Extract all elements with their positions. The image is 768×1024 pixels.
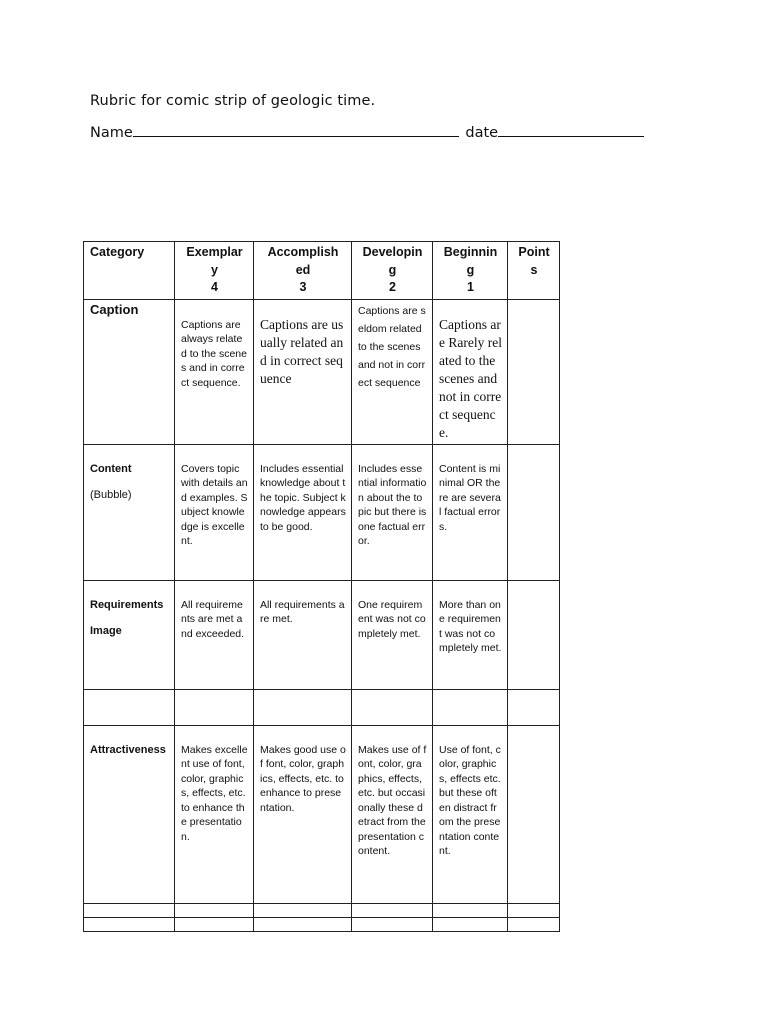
cell-exemplary: Captions are always related to the scenes and in correct sequence.: [175, 299, 254, 444]
cell-beginning: More than one requirement was not completely met.: [433, 580, 508, 689]
empty-cell: [254, 917, 352, 931]
empty-cell: [433, 903, 508, 917]
empty-cell: [352, 903, 433, 917]
empty-cell: [175, 903, 254, 917]
cell-exemplary: Makes excellent use of font, color, graphics, effects, etc. to enhance the presentation.: [175, 725, 254, 903]
table-row: [84, 580, 560, 689]
name-label: Name: [90, 125, 133, 141]
cell-developing: One requirement was not completely met.: [352, 580, 433, 689]
row-category: Attractiveness: [84, 725, 175, 903]
header-developing: Developin g 2: [352, 242, 433, 300]
cell-points[interactable]: [508, 299, 560, 444]
cell-developing: Makes use of font, color, graphics, effects, etc. but occasionally these detract from the presentation content.: [352, 725, 433, 903]
row-category: [84, 444, 175, 580]
date-blank[interactable]: [498, 122, 644, 137]
empty-cell: [84, 903, 175, 917]
empty-cell: [508, 917, 560, 931]
name-blank[interactable]: [133, 122, 459, 137]
cell-accomplished: Includes essential knowledge about the topic. Subject knowledge appears to be good.: [254, 444, 352, 580]
date-label: date: [465, 125, 499, 141]
cell-points[interactable]: [508, 444, 560, 580]
cell-accomplished: Makes good use of font, color, graphics, effects, etc. to enhance to presentation.: [254, 725, 352, 903]
cell-exemplary: All requirements are met and exceeded.: [175, 580, 254, 689]
document-title: Rubric for comic strip of geologic time.: [90, 93, 376, 109]
cell-beginning: Content is minimal OR there are several factual errors.: [433, 444, 508, 580]
empty-cell: [508, 903, 560, 917]
rubric-table: [83, 241, 560, 932]
cell-accomplished: Captions are usually related and in correct sequence: [254, 299, 352, 444]
header-accomplished: Accomplish ed 3: [254, 242, 352, 300]
empty-cell: [254, 689, 352, 725]
table-row-empty: [84, 689, 560, 725]
header-beginning: Beginnin g 1: [433, 242, 508, 300]
header-category: Category: [84, 242, 175, 300]
cell-accomplished: All requirements are met.: [254, 580, 352, 689]
empty-cell: [433, 689, 508, 725]
row-category: [84, 580, 175, 689]
empty-cell: [254, 903, 352, 917]
cell-exemplary: Covers topic with details and examples. Subject knowledge is excellent.: [175, 444, 254, 580]
header-row: [84, 242, 560, 300]
table-row: [84, 299, 560, 444]
table-row-empty: [84, 917, 560, 931]
table-row: [84, 725, 560, 903]
cell-developing: Includes essential information about the topic but there is one factual error.: [352, 444, 433, 580]
cell-points[interactable]: [508, 725, 560, 903]
row-category-label: Requirements: [90, 598, 164, 611]
header-points: Point s: [508, 242, 560, 300]
empty-cell: [84, 917, 175, 931]
cell-points[interactable]: [508, 580, 560, 689]
empty-cell: [352, 689, 433, 725]
empty-cell: [84, 689, 175, 725]
row-category-label: Content: [90, 462, 132, 475]
cell-developing: Captions are seldom related to the scenes and not in correct sequence: [352, 299, 433, 444]
row-category-sub: Image: [90, 625, 122, 637]
table-row-empty: [84, 903, 560, 917]
name-date-line: [90, 122, 644, 141]
empty-cell: [508, 689, 560, 725]
empty-cell: [175, 689, 254, 725]
row-category: Caption: [84, 299, 175, 444]
empty-cell: [433, 917, 508, 931]
cell-beginning: Use of font, color, graphics, effects etc. but these often distract from the presentation content.: [433, 725, 508, 903]
table-row: [84, 444, 560, 580]
empty-cell: [175, 917, 254, 931]
row-category-sub: (Bubble): [90, 489, 132, 501]
cell-beginning: Captions are Rarely related to the scenes and not in correct sequence.: [433, 299, 508, 444]
empty-cell: [352, 917, 433, 931]
header-exemplary: Exemplar y 4: [175, 242, 254, 300]
